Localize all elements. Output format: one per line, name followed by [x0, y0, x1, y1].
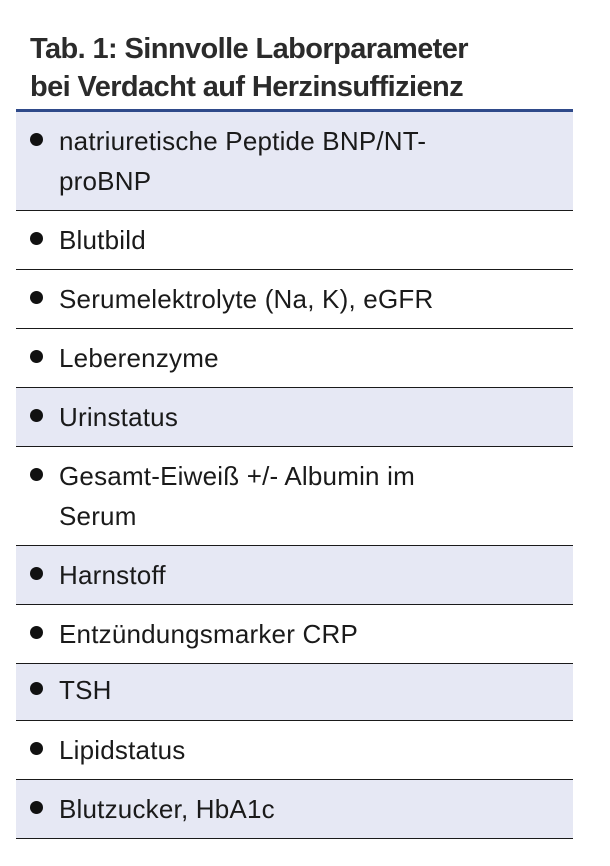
table-title-line-1: Tab. 1: Sinnvolle Laborparameter	[30, 33, 468, 65]
list-item-blutzucker	[16, 780, 573, 839]
parameter-list	[16, 112, 573, 839]
list-item-harnstoff	[16, 546, 573, 605]
list-item-leberenzyme	[16, 329, 573, 388]
bullet-icon	[30, 682, 43, 695]
list-item-label: Blutzucker, HbA1c	[59, 794, 275, 824]
bullet-icon	[30, 133, 43, 146]
list-item-label: Blutbild	[59, 225, 146, 255]
bullet-icon	[30, 232, 43, 245]
list-item-label	[59, 456, 415, 536]
bullet-icon	[30, 291, 43, 304]
table-title	[30, 30, 573, 106]
bullet-icon	[30, 409, 43, 422]
list-item-label: Lipidstatus	[59, 735, 186, 765]
list-item-label: Harnstoff	[59, 560, 166, 590]
bullet-icon	[30, 468, 43, 481]
list-item-urinstatus	[16, 388, 573, 447]
list-item-label: TSH	[59, 675, 112, 705]
list-item-crp	[16, 605, 573, 664]
lab-parameter-table	[16, 30, 573, 839]
list-item-lipidstatus	[16, 721, 573, 780]
list-item-label-line-2: proBNP	[59, 166, 152, 196]
bullet-icon	[30, 626, 43, 639]
bullet-icon	[30, 801, 43, 814]
table-title-line-2: bei Verdacht auf Herzinsuffizienz	[30, 71, 464, 103]
list-item-label	[59, 121, 426, 201]
list-item-label-line-1: Gesamt-Eiweiß +/- Albumin im	[59, 461, 415, 491]
list-item-label: Urinstatus	[59, 402, 179, 432]
list-item-label-line-2: Serum	[59, 501, 137, 531]
bullet-icon	[30, 742, 43, 755]
list-item-gesamt-eiweiss	[16, 447, 573, 546]
list-item-label: Serumelektrolyte (Na, K), eGFR	[59, 284, 434, 314]
list-item-label: Entzündungsmarker CRP	[59, 619, 358, 649]
list-item-tsh	[16, 664, 573, 721]
list-item-label: Leberenzyme	[59, 343, 219, 373]
list-item-serumelektrolyte	[16, 270, 573, 329]
bullet-icon	[30, 567, 43, 580]
bullet-icon	[30, 350, 43, 363]
list-item-label-line-1: natriuretische Peptide BNP/NT-	[59, 126, 427, 156]
list-item-blutbild	[16, 211, 573, 270]
list-item-natriuretic-peptides	[16, 112, 573, 211]
